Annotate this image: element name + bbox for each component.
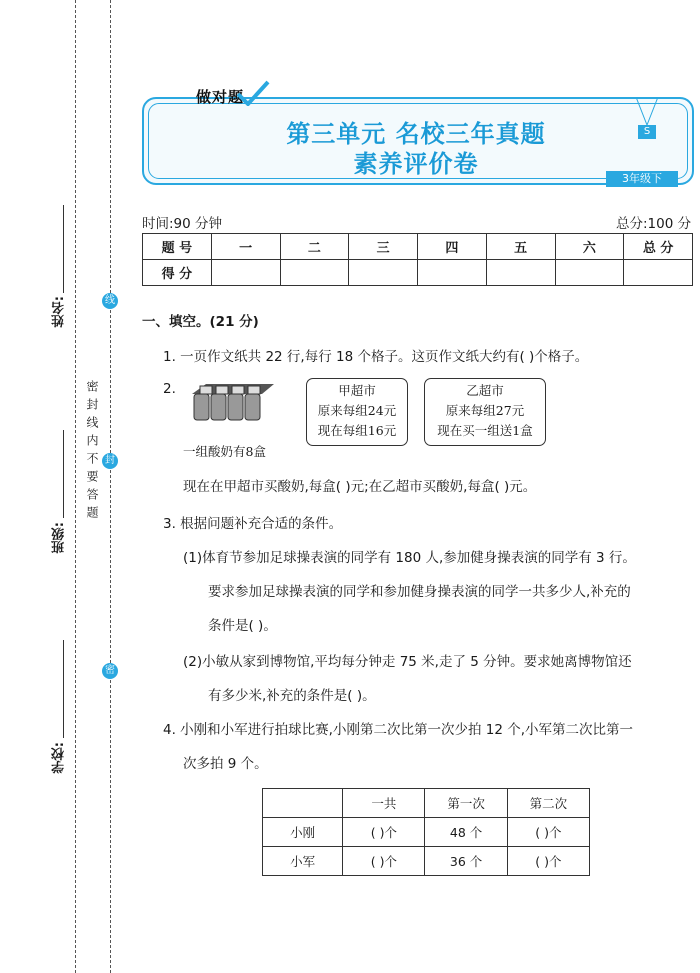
market-b-name: 乙超市 [466, 383, 504, 398]
score-cell[interactable] [486, 260, 555, 286]
compare-answer-cell[interactable]: ( )个 [343, 818, 425, 847]
exam-time: 时间:90 分钟 [142, 216, 223, 232]
compare-table [262, 788, 590, 876]
market-b-line1: 原来每组27元 [445, 403, 525, 418]
score-cell[interactable] [211, 260, 280, 286]
score-header-cell: 总 分 [624, 234, 693, 260]
score-row-label: 得 分 [143, 260, 212, 286]
score-cell[interactable] [280, 260, 349, 286]
question-3-1-line1: (1)体育节参加足球操表演的同学有 180 人,参加健身操表演的同学有 3 行。 [183, 550, 636, 566]
checkmark-icon [236, 80, 270, 106]
score-table [142, 233, 693, 286]
market-a-name: 甲超市 [338, 383, 376, 398]
class-label: 班级: [52, 522, 67, 554]
name-label: 姓名: [52, 296, 67, 328]
question-3-1-line2: 要求参加足球操表演的同学和参加健身操表演的同学一共多少人,补充的 [208, 584, 631, 600]
question-2-number: 2. [163, 381, 176, 397]
score-cell[interactable] [349, 260, 418, 286]
table-row [263, 818, 590, 847]
question-3: 3. 根据问题补充合适的条件。 [163, 516, 343, 532]
yogurt-caption: 一组酸奶有8盒 [183, 444, 266, 459]
compare-row-label: 小军 [263, 847, 343, 876]
compare-value-cell: 36 个 [425, 847, 507, 876]
name-field[interactable] [63, 205, 64, 293]
school-label: 学校: [52, 742, 67, 774]
compare-answer-cell[interactable]: ( )个 [343, 847, 425, 876]
compare-header-cell: 第二次 [507, 789, 589, 818]
compare-answer-cell[interactable]: ( )个 [507, 818, 589, 847]
question-2-text: 现在在甲超市买酸奶,每盒( )元;在乙超市买酸奶,每盒( )元。 [183, 479, 537, 495]
binding-circle-line: 线 [102, 293, 118, 309]
binding-line-inner [110, 0, 111, 973]
market-b-box [424, 378, 546, 446]
exam-total: 总分:100 分 [616, 216, 692, 232]
page-title: 第三单元 名校三年真题 [286, 120, 546, 148]
hanging-string-icon [630, 97, 664, 127]
score-cell[interactable] [555, 260, 624, 286]
binding-line-outer [75, 0, 76, 973]
score-header-cell: 二 [280, 234, 349, 260]
table-row [263, 847, 590, 876]
class-field[interactable] [63, 430, 64, 518]
score-cell[interactable] [624, 260, 693, 286]
score-header-cell: 一 [211, 234, 280, 260]
market-a-line2: 现在每组16元 [317, 423, 397, 438]
s-badge: S [638, 125, 656, 139]
compare-row-label: 小刚 [263, 818, 343, 847]
yogurt-pack-icon [186, 380, 278, 428]
score-header-cell: 六 [555, 234, 624, 260]
question-3-2-line1: (2)小敏从家到博物馆,平均每分钟走 75 米,走了 5 分钟。要求她离博物馆还 [183, 654, 632, 670]
binding-circle-secret: 密 [102, 663, 118, 679]
school-field[interactable] [63, 640, 64, 738]
question-3-1-line3: 条件是( )。 [208, 618, 277, 634]
binding-circle-seal: 封 [102, 453, 118, 469]
compare-header-cell [263, 789, 343, 818]
compare-answer-cell[interactable]: ( )个 [507, 847, 589, 876]
page-subtitle: 素养评价卷 [353, 150, 479, 178]
compare-header-cell: 第一次 [425, 789, 507, 818]
market-a-box [306, 378, 408, 446]
binding-note: 密封线内不要答题 [85, 380, 99, 524]
section-title: 一、填空。(21 分) [142, 314, 259, 330]
tag-label: 做对题 [196, 88, 245, 106]
score-header-cell: 五 [486, 234, 555, 260]
score-header-cell: 四 [418, 234, 487, 260]
question-1: 1. 一页作文纸共 22 行,每行 18 个格子。这页作文纸大约有( )个格子。 [163, 349, 589, 365]
compare-value-cell: 48 个 [425, 818, 507, 847]
grade-badge: 3年级下 [606, 171, 678, 187]
question-4-line2: 次多拍 9 个。 [183, 756, 268, 772]
question-3-2-line2: 有多少米,补充的条件是( )。 [208, 688, 376, 704]
question-4-line1: 4. 小刚和小军进行拍球比赛,小刚第二次比第一次少拍 12 个,小军第二次比第一 [163, 722, 634, 738]
compare-header-cell: 一共 [343, 789, 425, 818]
market-b-line2: 现在买一组送1盒 [437, 423, 533, 438]
market-a-line1: 原来每组24元 [317, 403, 397, 418]
score-header-cell: 三 [349, 234, 418, 260]
score-cell[interactable] [418, 260, 487, 286]
score-header-cell: 题 号 [143, 234, 212, 260]
